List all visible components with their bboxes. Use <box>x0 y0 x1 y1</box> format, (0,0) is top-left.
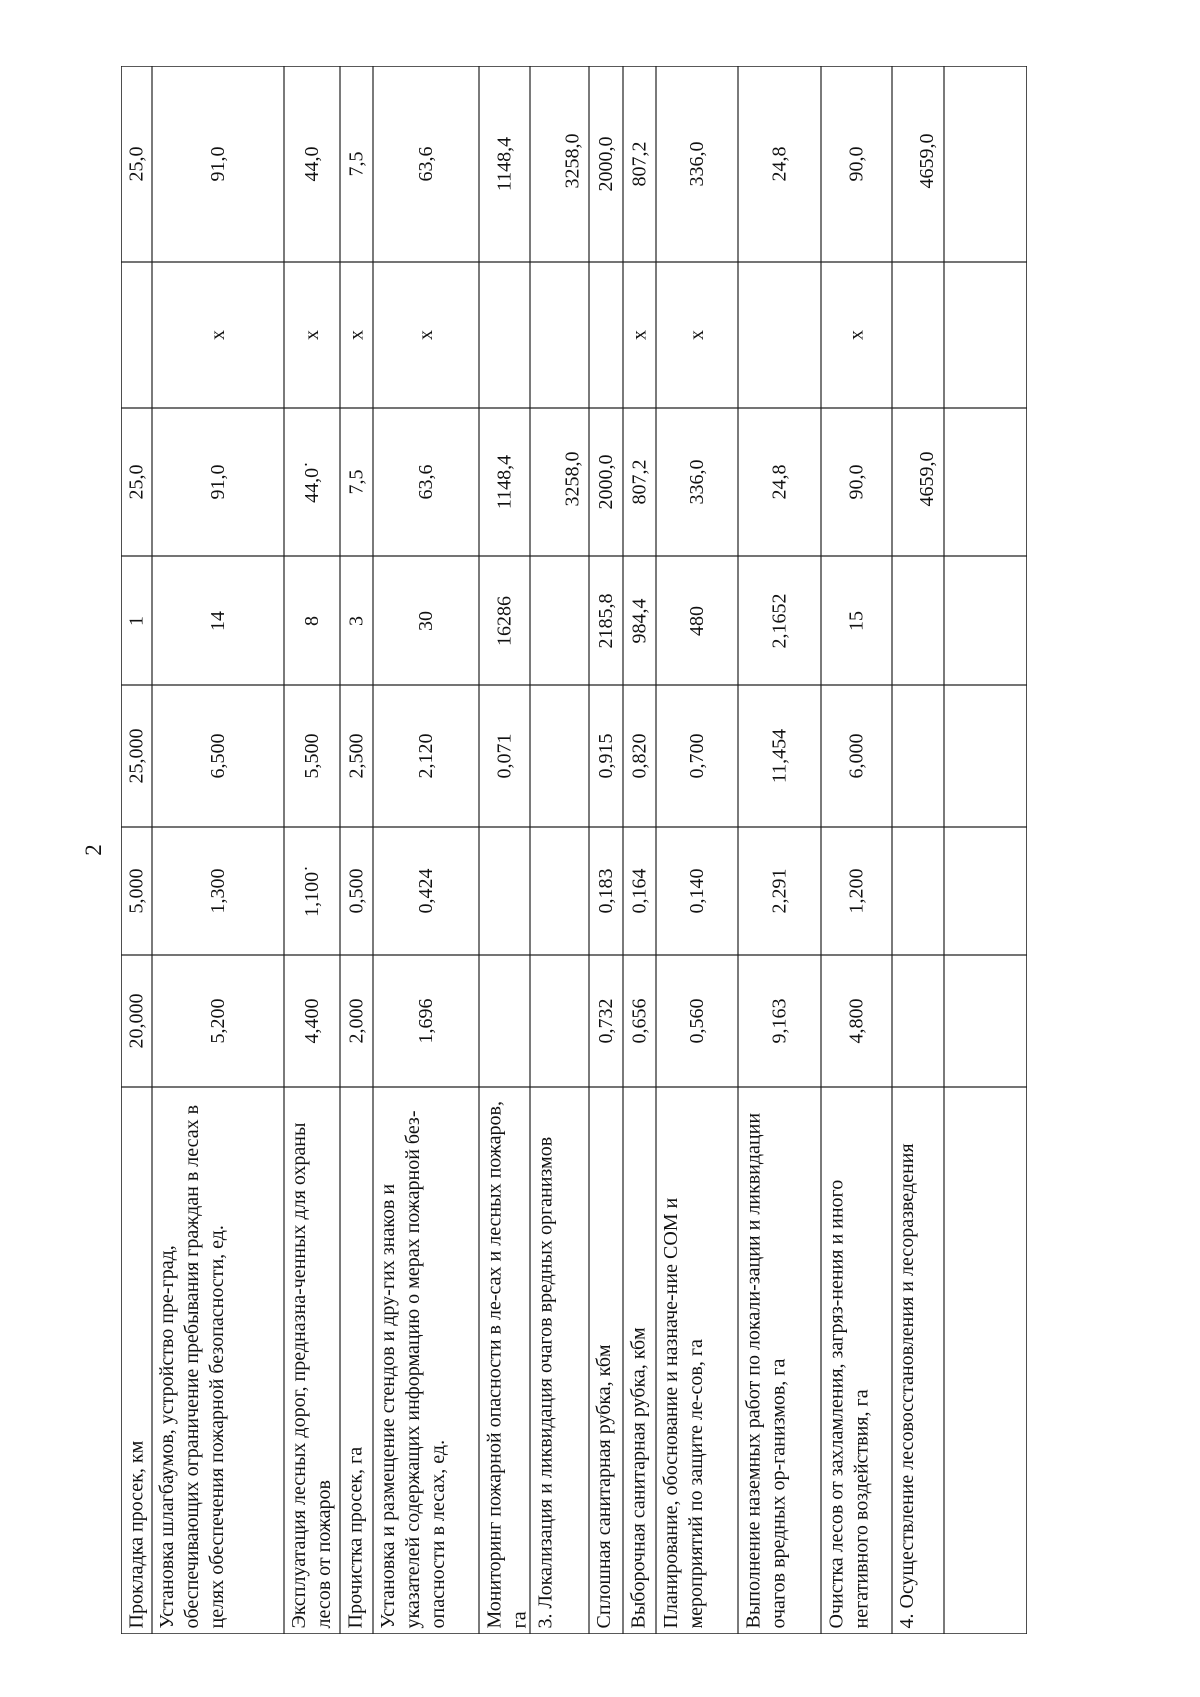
table-value-cell <box>340 827 373 955</box>
table-value: 0,700 <box>686 733 708 779</box>
table-value <box>479 262 530 408</box>
table-value: х <box>345 330 367 340</box>
table-row-label-cell <box>623 1087 656 1634</box>
table-value-cell <box>373 955 479 1087</box>
table-value-cell <box>892 827 944 955</box>
table-value: 480 <box>686 605 708 636</box>
table-value: 0,820 <box>628 733 650 779</box>
table-value: х <box>207 330 229 340</box>
table-value-cell <box>340 556 373 685</box>
table-value-cell <box>152 556 284 685</box>
table-value: 2,500 <box>345 733 367 779</box>
table-value: 2,000 <box>345 998 367 1044</box>
table-value-cell <box>738 955 821 1087</box>
table-value-cell <box>656 955 738 1087</box>
table-value: 0,732 <box>595 998 617 1044</box>
table-value: 5,500 <box>301 733 323 779</box>
table-row-label-cell <box>373 1087 479 1634</box>
table-value-cell <box>340 66 373 262</box>
table-value-cell <box>892 262 944 408</box>
table-value-cell <box>479 408 530 556</box>
table-value: 1,200 <box>845 868 867 914</box>
table-value-cell <box>479 556 530 685</box>
table-row-label: Установка шлагбаумов, устройство пре-град, обеспечивающих ограничение пребывания граждан в лесах в целях обеспечения пожарной безопасности, ед. <box>156 1104 228 1628</box>
table-value-cell <box>623 408 656 556</box>
table-value-cell <box>121 827 152 955</box>
table-value: 16286 <box>493 595 515 646</box>
table-value-cell <box>738 556 821 685</box>
table-value-cell <box>892 408 944 556</box>
table-value-cell <box>121 408 152 556</box>
table-value-cell <box>479 66 530 262</box>
table-value: 0,424 <box>415 868 437 914</box>
table-value-cell <box>892 955 944 1087</box>
table-value: 2000,0 <box>595 136 617 192</box>
table-value-cell <box>373 66 479 262</box>
table-value-cell <box>821 556 892 685</box>
table-row-label: Прокладка просек, км <box>125 1440 147 1628</box>
table-value-cell <box>589 955 623 1087</box>
table-value-cell <box>284 955 340 1087</box>
table-value: 4659,0 <box>916 451 938 507</box>
table-value: 5,200 <box>207 998 229 1044</box>
table-value-cell <box>821 408 892 556</box>
table-value-cell <box>373 827 479 955</box>
table-row-label: Выборочная санитарная рубка, кбм <box>627 1326 649 1628</box>
table-value-cell <box>589 66 623 262</box>
table-row-label-cell <box>284 1087 340 1634</box>
table-row-label: Установка и размещение стендов и дру-гих знаков и указателей содержащих информацию о мерах пожарной без-опасности в лесах, ед. <box>377 1110 449 1628</box>
table-value-cell <box>892 66 944 262</box>
table-value-cell <box>623 556 656 685</box>
table-value-cell <box>284 827 340 955</box>
table-value-cell <box>656 262 738 408</box>
table-value-cell <box>152 955 284 1087</box>
table-value-cell <box>373 685 479 827</box>
table-value-cell <box>738 408 821 556</box>
table-value-cell <box>656 827 738 955</box>
table-value-cell <box>152 262 284 408</box>
table-value <box>892 827 944 955</box>
table-value <box>530 827 589 955</box>
table-value: 336,0 <box>686 141 708 187</box>
table-value: 2,291 <box>768 868 790 914</box>
table-value: 91,0 <box>207 146 229 182</box>
table-value: 11,454 <box>768 728 790 784</box>
table-value-cell <box>152 66 284 262</box>
table-value: 1 <box>125 615 147 626</box>
table-value: 2000,0 <box>595 454 617 510</box>
table-row-label: 3. Локализация и ликвидация очагов вредных организмов <box>534 1136 556 1628</box>
table-value: 25,000 <box>125 728 147 784</box>
table-value-cell <box>821 66 892 262</box>
table-value: 1,300 <box>207 868 229 914</box>
table-value: 14 <box>207 610 229 631</box>
table-value-cell <box>284 685 340 827</box>
table-value: 44,0 <box>301 146 323 182</box>
table-row-label: 4. Осуществление лесовосстановления и лесоразведения <box>896 1142 918 1628</box>
table-value: 4659,0 <box>916 133 938 189</box>
table-value: 0,560 <box>686 998 708 1044</box>
table-value <box>530 262 589 408</box>
table-value: 24,8 <box>768 464 790 500</box>
table-row-label-cell <box>738 1087 821 1634</box>
table-value: 6,500 <box>207 733 229 779</box>
table-value-cell <box>530 66 589 262</box>
table-value-cell <box>589 262 623 408</box>
table-row-label-cell <box>530 1087 589 1634</box>
table-value: 25,0 <box>125 464 147 500</box>
table-value-cell <box>530 262 589 408</box>
table-value: 0,164 <box>628 868 650 914</box>
table-value <box>530 556 589 685</box>
table-value-cell <box>530 955 589 1087</box>
table-row-label: Очистка лесов от захламления, загряз-нения и иного негативного воздействия, га <box>825 1179 872 1628</box>
table-value-cell <box>121 955 152 1087</box>
table-value: 91,0 <box>207 464 229 500</box>
table-value: 0,915 <box>595 733 617 779</box>
table-row-label-cell <box>340 1087 373 1634</box>
table-row-label: Эксплуатация лесных дорог, предназна-ченных для охраны лесов от пожаров <box>288 1122 335 1628</box>
table-value-cell <box>821 262 892 408</box>
table-value-cell <box>340 408 373 556</box>
table-value-cell <box>589 827 623 955</box>
table-value-cell <box>284 408 340 556</box>
table-value: 15 <box>845 610 867 631</box>
table-value: 1,100˙ <box>301 865 323 917</box>
table-value-cell <box>892 556 944 685</box>
table-value: 1,696 <box>415 998 437 1044</box>
table-value <box>738 262 821 408</box>
table-row-label: Планирование, обоснование и назначе-ние СОМ и мероприятий по защите ле-сов, га <box>660 1197 707 1628</box>
table-value: 4,400 <box>301 998 323 1044</box>
table-value: 63,6 <box>415 464 437 500</box>
table-value: х <box>845 330 867 340</box>
table-value-cell <box>656 66 738 262</box>
table-value: 3258,0 <box>561 451 583 507</box>
table-row-label-cell <box>121 1087 152 1634</box>
table-value: 4,800 <box>845 998 867 1044</box>
table-value-cell <box>656 556 738 685</box>
table-value <box>892 685 944 827</box>
table-value: х <box>415 330 437 340</box>
table-value <box>121 262 152 408</box>
table-value: 0,071 <box>493 733 515 779</box>
table-value: 0,500 <box>345 868 367 914</box>
table-value-cell <box>373 408 479 556</box>
table-value-cell <box>373 556 479 685</box>
table-value <box>479 955 530 1087</box>
table-value-cell <box>656 408 738 556</box>
table-value-cell <box>479 827 530 955</box>
table-value: х <box>301 330 323 340</box>
table-value-cell <box>479 262 530 408</box>
table-value <box>892 556 944 685</box>
table-value-cell <box>284 556 340 685</box>
table-value: 30 <box>415 610 437 631</box>
table-row-label-cell <box>152 1087 284 1634</box>
table-value: 9,163 <box>768 998 790 1044</box>
table-value-cell <box>121 262 152 408</box>
table-value-cell <box>656 685 738 827</box>
table-value-cell <box>340 262 373 408</box>
table-value <box>479 827 530 955</box>
table-value: 90,0 <box>845 464 867 500</box>
table-value-cell <box>623 685 656 827</box>
table-row-label-cell <box>589 1087 623 1634</box>
table-value-cell <box>623 955 656 1087</box>
page-number: 2 <box>81 844 106 856</box>
table-value: 336,0 <box>686 459 708 505</box>
table-value: 807,2 <box>628 459 650 505</box>
table-row-label: Сплошная санитарная рубка, кбм <box>593 1343 615 1628</box>
table-value-cell <box>152 685 284 827</box>
table-value: 7,5 <box>345 469 367 495</box>
table-value: 7,5 <box>345 151 367 177</box>
table-value-cell <box>479 685 530 827</box>
table-value-cell <box>152 408 284 556</box>
table-value-cell <box>623 827 656 955</box>
table-row-label: Прочистка просек, га <box>344 1446 366 1628</box>
table-value-cell <box>530 408 589 556</box>
table-value <box>530 685 589 827</box>
table-value: 63,6 <box>415 146 437 182</box>
table-value <box>892 262 944 408</box>
table-value: 807,2 <box>628 141 650 187</box>
table-value: 90,0 <box>845 146 867 182</box>
table-value: х <box>686 330 708 340</box>
table-value <box>530 955 589 1087</box>
table-value: 1148,4 <box>493 136 515 192</box>
table-value-cell <box>821 827 892 955</box>
table-value-cell <box>284 262 340 408</box>
table-value-cell <box>340 955 373 1087</box>
table-value-cell <box>479 955 530 1087</box>
table-value-cell <box>821 685 892 827</box>
table-value-cell <box>373 262 479 408</box>
table-value-cell <box>892 685 944 827</box>
table-value-cell <box>738 262 821 408</box>
table-value: 44,0˙ <box>301 461 323 503</box>
table-row-label-cell <box>821 1087 892 1634</box>
table-value-cell <box>589 685 623 827</box>
table-value-cell <box>738 66 821 262</box>
table-value-cell <box>152 827 284 955</box>
table-value: 0,183 <box>595 868 617 914</box>
table-value: х <box>628 330 650 340</box>
table-value: 3 <box>345 615 367 626</box>
table-value-cell <box>530 827 589 955</box>
table-value: 8 <box>301 615 323 626</box>
table-value-cell <box>589 556 623 685</box>
table-value: 2,120 <box>415 733 437 779</box>
table-value-cell <box>623 66 656 262</box>
table-value-cell <box>340 685 373 827</box>
table-value: 1148,4 <box>493 454 515 510</box>
table-value: 0,140 <box>686 868 708 914</box>
table-value: 3258,0 <box>561 133 583 189</box>
table-value <box>892 955 944 1087</box>
table-value: 6,000 <box>845 733 867 779</box>
table-value: 24,8 <box>768 146 790 182</box>
table-value: 25,0 <box>125 146 147 182</box>
rotated-data-table <box>121 66 1027 1634</box>
table-value-cell <box>121 556 152 685</box>
table-value-cell <box>530 685 589 827</box>
table-value-cell <box>530 556 589 685</box>
table-value <box>589 262 623 408</box>
table-value-cell <box>121 66 152 262</box>
table-value-cell <box>589 408 623 556</box>
table-row-label: Выполнение наземных работ по локали-зации и ликвидации очагов вредных ор-ганизмов, га <box>742 1112 789 1628</box>
table-value-cell <box>738 685 821 827</box>
table-value: 5,000 <box>125 868 147 914</box>
table-value-cell <box>821 955 892 1087</box>
table-value: 20,000 <box>125 993 147 1049</box>
table-value: 2,1652 <box>768 593 790 648</box>
table-row-label: Мониторинг пожарной опасности в ле-сах и лесных пожаров, га <box>483 1100 530 1628</box>
table-value: 0,656 <box>628 998 650 1044</box>
table-value-cell <box>121 685 152 827</box>
table-value-cell <box>284 66 340 262</box>
table-value: 2185,8 <box>595 593 617 648</box>
table-row-label-cell <box>479 1087 530 1634</box>
table-value: 984,4 <box>628 598 650 643</box>
table-value-cell <box>738 827 821 955</box>
table-value-cell <box>623 262 656 408</box>
table-row-label-cell <box>656 1087 738 1634</box>
table-row-label-cell <box>892 1087 944 1634</box>
